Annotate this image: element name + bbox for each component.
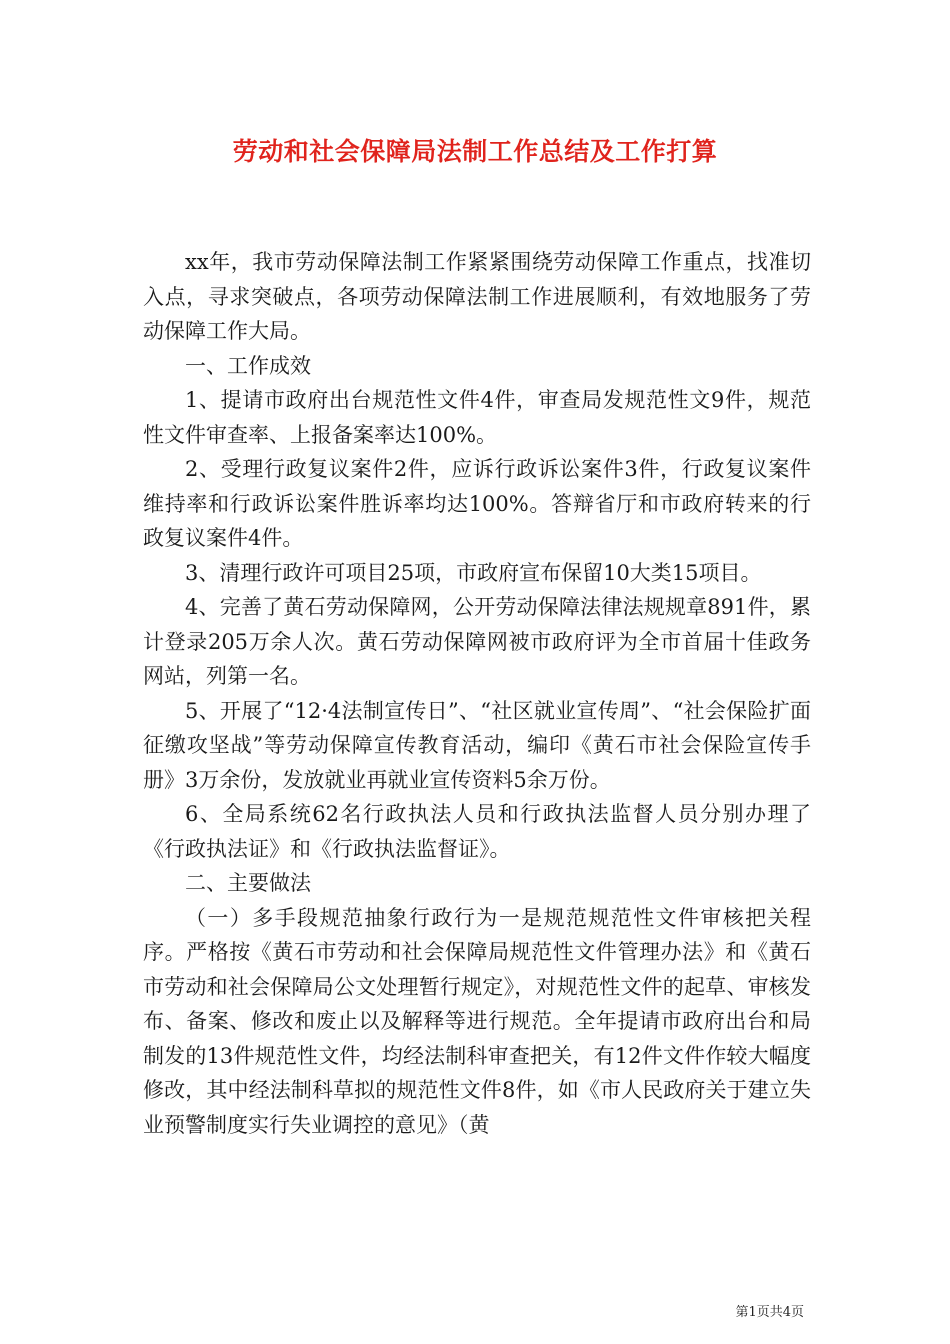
paragraph-intro: xx年，我市劳动保障法制工作紧紧围绕劳动保障工作重点，找准切入点，寻求突破点，各项劳动保障法制工作进展顺利，有效地服务了劳动保障工作大局。 xyxy=(143,250,811,343)
paragraph-item-5: 5、开展了“12·4法制宣传日”、“社区就业宣传周”、“社会保险扩面征缴攻坚战”等劳动保障宣传教育活动，编印《黄石市社会保险宣传手册》3万余份，发放就业再就业宣传资料5余万份。 xyxy=(143,698,811,792)
paragraph-item-4: 4、完善了黄石劳动保障网，公开劳动保障法律法规规章891件，累计登录205万余人次。黄石劳动保障网被市政府评为全市首届十佳政务网站，列第一名。 xyxy=(143,595,811,688)
paragraph-item-1: 1、提请市政府出台规范性文件4件，审查局发规范性文9件，规范性文件审查率、上报备案率达100%。 xyxy=(143,388,811,447)
paragraph-item-6: 6、全局系统62名行政执法人员和行政执法监督人员分别办理了《行政执法证》和《行政执法监督证》。 xyxy=(143,802,811,861)
document-title: 劳动和社会保障局法制工作总结及工作打算 xyxy=(232,137,718,166)
section-heading-methods: 二、主要做法 xyxy=(185,871,311,895)
section-heading-results: 一、工作成效 xyxy=(185,353,311,378)
paragraph-item-3: 3、清理行政许可项目25项，市政府宣布保留10大类15项目。 xyxy=(185,560,762,585)
paragraph-item-2: 2、受理行政复议案件2件，应诉行政诉讼案件3件，行政复议案件维持率和行政诉讼案件胜诉率均达100%。答辩省厅和市政府转来的行政复议案件4件。 xyxy=(143,457,811,550)
page-footer: 第1页共4页 xyxy=(735,1305,804,1320)
document-body xyxy=(143,245,811,1142)
paragraph-method-1: （一）多手段规范抽象行政行为一是规范规范性文件审核把关程序。严格按《黄石市劳动和社会保障局规范性文件管理办法》和《黄石市劳动和社会保障局公文处理暂行规定》，对规范性文件的起草、审核发布、备案、修改和废止以及解释等进行规范。全年提请市政府出台和局制发的13件规范性文件，均经法制科审查把关，有12件文件作较大幅度修改，其中经法制科草拟的规范性文件8件，如《市人民政府关于建立失业预警制度实行失业调控的意见》（黄 xyxy=(143,905,811,1137)
